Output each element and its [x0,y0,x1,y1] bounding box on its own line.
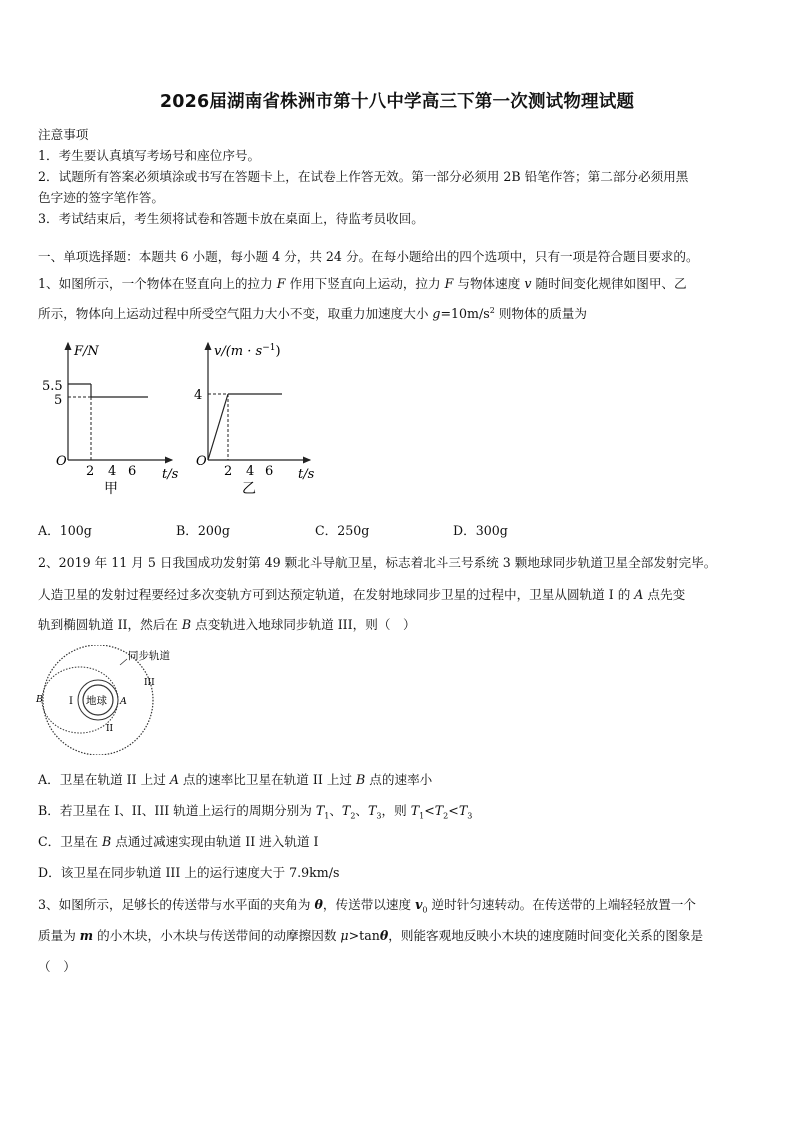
q1-option-b: B．200g [176,523,230,538]
notice-item-2: 2．试题所有答案必须填涂或书写在答题卡上，在试卷上作答无效。第一部分必须用 2B 铅笔作答；第二部分必须用黑 [38,169,689,184]
label-i: I [69,696,73,707]
x-tick-6: 6 [128,464,137,479]
q3-line-1: 3、如图所示，足够长的传送带与水平面的夹角为 θ，传送带以速度 $v_0$ 逆时针匀速转动。在传送带的上端轻轻放置一个 [38,897,696,915]
q2-option-a: A．卫星在轨道 II 上过 A 点的速率比卫星在轨道 II 上过 B 点的速率小 [38,772,433,787]
q1-line-2: 所示，物体向上运动过程中所受空气阻力大小不变，取重力加速度大小 $g=10m/s^2$ 则物体的质量为 [38,305,587,321]
page-title: 2026届湖南省株洲市第十八中学高三下第一次测试物理试题 [159,92,635,112]
origin-label: O [56,454,67,469]
point-a-label: A [120,696,127,707]
earth-label: 地球 [86,695,107,707]
origin-label: O [196,454,207,469]
x-tick-2: 2 [86,464,95,479]
notice-item-2-cont: 色字迹的签字笔作答。 [38,190,164,205]
y-axis-label: F/N [74,344,99,359]
notice-heading: 注意事项 [38,127,89,142]
q2-option-b: B．若卫星在 I、II、III 轨道上运行的周期分别为 $T_1$、$T_2$、$T_3$，则 $T_1<T_2<T_3$ [38,803,473,821]
y-tick-5: 5 [54,393,63,408]
q2-option-d: D．该卫星在同步轨道 III 上的运行速度大于 7.9km/s [38,865,340,880]
q1-option-c: C．250g [315,523,370,538]
notice-item-3: 3．考试结束后，考生须将试卷和答题卡放在桌面上，待监考员收回。 [38,211,424,226]
x-tick-6: 6 [265,464,274,479]
q3-line-3: （ ） [38,959,76,974]
x-axis-label: t/s [298,467,315,482]
q2-option-c: C．卫星在 B 点通过减速实现由轨道 II 进入轨道 I [38,834,319,849]
q2-line-2: 人造卫星的发射过程要经过多次变轨方可到达预定轨道，在发射地球同步卫星的过程中，卫星从圆轨道 I 的 A 点先变 [38,587,686,602]
x-tick-4: 4 [246,464,255,479]
q1-line-1: 1、如图所示，一个物体在竖直向上的拉力 F 作用下竖直向上运动，拉力 F 与物体速度 v 随时间变化规律如图甲、乙 [38,276,687,291]
y-tick-4: 4 [194,388,203,403]
section-heading: 一、单项选择题：本题共 6 小题，每小题 4 分，共 24 分。在每小题给出的四个选项中，只有一项是符合题目要求的。 [38,249,699,264]
x-tick-4: 4 [108,464,117,479]
q2-line-3: 轨到椭圆轨道 II，然后在 B 点变轨进入地球同步轨道 III，则（ ） [38,617,416,632]
x-axis-label: t/s [162,467,179,482]
orbit-diagram [30,645,200,755]
label-ii: II [106,724,114,734]
label-iii: III [144,678,155,688]
graph-yi [190,335,335,505]
notice-item-1: 1．考生要认真填写考场号和座位序号。 [38,148,261,163]
point-b-label: B [36,694,43,705]
y-axis-label: $v/(m \cdot s^{-1})$ [214,343,281,359]
graph-jia [30,335,195,505]
q1-option-d: D．300g [453,523,508,538]
x-tick-2: 2 [224,464,233,479]
q1-option-a: A．100g [38,523,92,538]
velocity-ramp [208,394,228,460]
graph-caption-yi: 乙 [242,481,256,497]
graph-caption-jia: 甲 [104,481,118,497]
y-tick-5.5: 5.5 [42,379,63,394]
orbit-label-leader [120,659,127,665]
q2-line-1: 2、2019 年 11 月 5 日我国成功发射第 49 颗北斗导航卫星，标志着北斗三号系统 3 颗地球同步轨道卫星全部发射完毕。 [38,555,717,570]
orbit-label: 同步轨道 [128,650,170,662]
q3-line-2: 质量为 m 的小木块，小木块与传送带间的动摩擦因数 μ>tanθ，则能客观地反映小木块的速度随时间变化关系的图象是 [38,928,704,943]
